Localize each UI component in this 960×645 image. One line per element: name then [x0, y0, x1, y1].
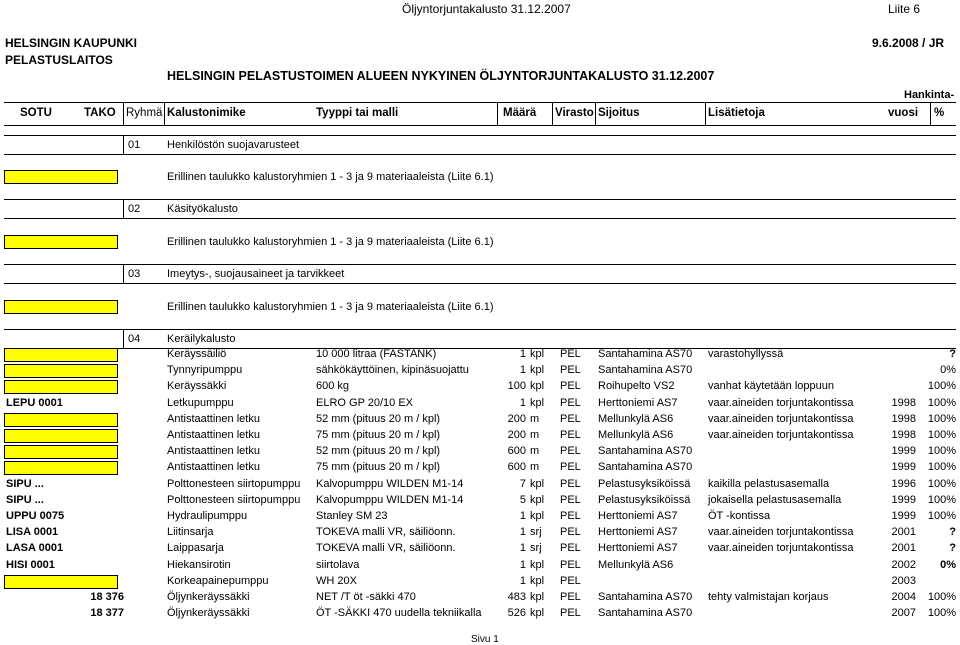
section-name: Keräilykalusto [167, 333, 236, 345]
cell-vuosi: 1998 [891, 397, 916, 409]
cell-vuosi: 2002 [891, 559, 916, 571]
cell-pct: 100% [927, 591, 956, 603]
cell-unit: kpl [530, 380, 545, 392]
cell-nimike: Hiekansirotin [167, 559, 231, 571]
cell-unit: kpl [530, 364, 545, 376]
cell-unit: kpl [530, 478, 545, 490]
cell-sijoitus: Santahamina AS70 [598, 348, 693, 360]
cell-unit: kpl [530, 397, 545, 409]
cell-qty: 100 [507, 380, 526, 392]
cell-tyyppi: siirtolava [316, 559, 360, 571]
cell-tyyppi: ELRO GP 20/10 EX [316, 397, 414, 409]
cell-qty: 600 [507, 445, 526, 457]
cell-nimike: Liitinsarja [167, 526, 214, 538]
cell-pct: 100% [927, 461, 956, 473]
cell-qty: 1 [519, 364, 526, 376]
table-row [4, 363, 956, 379]
table-row [4, 606, 956, 622]
cell-sotu: HISI 0001 [6, 559, 55, 571]
section-row [4, 135, 956, 155]
cell-vuosi: 2003 [891, 575, 916, 587]
table-row [4, 493, 956, 509]
cell-virasto: PEL [560, 607, 581, 619]
page-title: HELSINGIN PELASTUSTOIMEN ALUEEN NYKYINEN ÖLJYNTORJUNTAKALUSTO 31.12.2007 [167, 69, 715, 83]
report-date: 9.6.2008 / JR [872, 36, 945, 50]
cell-unit: srj [530, 542, 542, 554]
table-row [4, 412, 956, 428]
cell-vuosi: 2001 [891, 542, 916, 554]
org-dept: PELASTUSLAITOS [5, 53, 113, 67]
col-tyyppi: Tyyppi tai malli [316, 107, 399, 119]
col-ryhma: Ryhmä [126, 107, 163, 119]
cell-pct: ? [949, 542, 956, 554]
cell-nimike: Tynnyripumppu [167, 364, 243, 376]
cell-unit: kpl [530, 559, 545, 571]
cell-tyyppi: 75 mm (pituus 20 m / kpl) [316, 429, 441, 441]
cell-nimike: Öljynkeräyssäkki [167, 591, 250, 603]
highlight-cell [4, 445, 118, 459]
cell-lisa: vaar.aineiden torjuntakontissa [708, 542, 854, 554]
page-header-center: Öljyntorjuntakalusto 31.12.2007 [402, 2, 571, 16]
cell-sotu: SIPU ... [6, 494, 44, 506]
cell-unit: kpl [530, 607, 545, 619]
table-row [4, 558, 956, 574]
table-row [4, 590, 956, 606]
col-sijoitus: Sijoitus [598, 107, 640, 119]
section-name: Imeytys-, suojausaineet ja tarvikkeet [167, 268, 345, 280]
cell-qty: 526 [507, 607, 526, 619]
cell-lisa: tehty valmistajan korjaus [708, 591, 829, 603]
cell-qty: 1 [519, 510, 526, 522]
cell-nimike: Keräyssäiliö [167, 348, 227, 360]
cell-vuosi: 2004 [891, 591, 916, 603]
cell-vuosi: 1999 [891, 445, 916, 457]
table-row [4, 396, 956, 412]
table-row [4, 347, 956, 363]
cell-lisa: kaikilla pelastusasemalla [708, 478, 830, 490]
cell-tyyppi: 75 mm (pituus 20 m / kpl) [316, 461, 441, 473]
cell-pct: 100% [927, 478, 956, 490]
cell-nimike: Antistaattinen letku [167, 429, 260, 441]
cell-sotu: LASA 0001 [6, 542, 64, 554]
highlight-cell [4, 348, 118, 362]
cell-nimike: Polttonesteen siirtopumppu [167, 494, 301, 506]
cell-tyyppi: 600 kg [316, 380, 350, 392]
col-vuosi: vuosi [888, 107, 919, 119]
cell-sijoitus: Mellunkylä AS6 [598, 559, 674, 571]
cell-sijoitus: Herttoniemi AS7 [598, 510, 678, 522]
col-virasto: Virasto [555, 107, 594, 119]
cell-sotu: UPPU 0075 [6, 510, 65, 522]
cell-sijoitus: Herttoniemi AS7 [598, 397, 678, 409]
cell-vuosi: 1998 [891, 429, 916, 441]
hankinta-label: Hankinta- [904, 89, 955, 101]
cell-sijoitus: Santahamina AS70 [598, 591, 693, 603]
cell-sijoitus: Santahamina AS70 [598, 364, 693, 376]
cell-virasto: PEL [560, 380, 581, 392]
cell-virasto: PEL [560, 397, 581, 409]
cell-unit: srj [530, 526, 542, 538]
cell-tyyppi: 52 mm (pituus 20 m / kpl) [316, 445, 441, 457]
cell-unit: m [530, 413, 540, 425]
cell-vuosi: 1999 [891, 510, 916, 522]
cell-sijoitus: Roihupelto VS2 [598, 380, 675, 392]
cell-virasto: PEL [560, 364, 581, 376]
cell-tyyppi: 52 mm (pituus 20 m / kpl) [316, 413, 441, 425]
cell-nimike: Antistaattinen letku [167, 413, 260, 425]
cell-sijoitus: Pelastusyksiköissä [598, 478, 691, 490]
col-maara: Määrä [503, 107, 537, 119]
cell-sijoitus: Mellunkylä AS6 [598, 429, 674, 441]
cell-virasto: PEL [560, 429, 581, 441]
table-row [4, 509, 956, 525]
cell-qty: 1 [519, 348, 526, 360]
cell-tako: 18 377 [90, 607, 124, 619]
cell-lisa: vaar.aineiden torjuntakontissa [708, 429, 854, 441]
section-number: 02 [128, 203, 141, 215]
cell-lisa: vaar.aineiden torjuntakontissa [708, 413, 854, 425]
cell-virasto: PEL [560, 494, 581, 506]
table-row [4, 525, 956, 541]
cell-qty: 7 [519, 478, 526, 490]
col-sotu: SOTU [20, 107, 52, 119]
cell-sijoitus: Pelastusyksiköissä [598, 494, 691, 506]
cell-qty: 600 [507, 461, 526, 473]
col-tako: TAKO [84, 107, 116, 119]
cell-qty: 1 [519, 575, 526, 587]
section-number: 01 [128, 139, 141, 151]
cell-unit: m [530, 429, 540, 441]
cell-nimike: Hydraulipumppu [167, 510, 248, 522]
cell-tyyppi: TOKEVA malli VR, säiliöonn. [316, 526, 456, 538]
cell-virasto: PEL [560, 591, 581, 603]
highlight-cell [4, 300, 118, 314]
table-row [4, 379, 956, 395]
cell-qty: 1 [519, 542, 526, 554]
cell-nimike: Öljynkeräyssäkki [167, 607, 250, 619]
highlight-cell [4, 429, 118, 443]
cell-qty: 1 [519, 526, 526, 538]
section-row [4, 329, 956, 349]
cell-sijoitus: Santahamina AS70 [598, 607, 693, 619]
cell-vuosi: 1999 [891, 494, 916, 506]
cell-sijoitus: Herttoniemi AS7 [598, 526, 678, 538]
cell-pct: 100% [927, 397, 956, 409]
table-row [4, 428, 956, 444]
cell-pct: 100% [927, 510, 956, 522]
cell-lisa: jokaisella pelastusasemalla [708, 494, 842, 506]
cell-unit: kpl [530, 591, 545, 603]
cell-sijoitus: Herttoniemi AS7 [598, 542, 678, 554]
page-header-right: Liite 6 [888, 2, 921, 16]
cell-pct: 0% [940, 364, 956, 376]
section-name: Henkilöstön suojavarusteet [167, 139, 300, 151]
column-header-row [4, 102, 956, 126]
cell-virasto: PEL [560, 510, 581, 522]
cell-tyyppi: NET /T öt -säkki 470 [316, 591, 416, 603]
cell-sotu: SIPU ... [6, 478, 44, 490]
section-name: Käsityökalusto [167, 203, 238, 215]
cell-nimike: Polttonesteen siirtopumppu [167, 478, 301, 490]
cell-nimike: Korkeapainepumppu [167, 575, 269, 587]
section-row [4, 199, 956, 219]
cell-virasto: PEL [560, 461, 581, 473]
cell-pct: ? [949, 348, 956, 360]
cell-nimike: Keräyssäkki [167, 380, 227, 392]
table-row [4, 444, 956, 460]
cell-pct: ? [949, 526, 956, 538]
cell-virasto: PEL [560, 575, 581, 587]
cell-pct: 100% [927, 413, 956, 425]
cell-tyyppi: WH 20X [316, 575, 357, 587]
highlight-cell [4, 575, 118, 589]
cell-nimike: Laippasarja [167, 542, 224, 554]
cell-sijoitus: Santahamina AS70 [598, 461, 693, 473]
cell-virasto: PEL [560, 348, 581, 360]
cell-vuosi: 2007 [891, 607, 916, 619]
highlight-cell [4, 170, 118, 184]
table-row [4, 574, 956, 590]
cell-vuosi: 1996 [891, 478, 916, 490]
cell-pct: 100% [927, 494, 956, 506]
cell-sotu: LISA 0001 [6, 526, 59, 538]
highlight-cell [4, 364, 118, 378]
cell-qty: 483 [507, 591, 526, 603]
cell-qty: 5 [519, 494, 526, 506]
cell-unit: m [530, 445, 540, 457]
cell-sijoitus: Santahamina AS70 [598, 445, 693, 457]
cell-virasto: PEL [560, 559, 581, 571]
cell-virasto: PEL [560, 478, 581, 490]
cell-qty: 200 [507, 429, 526, 441]
cell-pct: 100% [927, 607, 956, 619]
cell-sotu: LEPU 0001 [6, 397, 63, 409]
cell-vuosi: 1998 [891, 413, 916, 425]
cell-pct: 100% [927, 380, 956, 392]
cell-unit: kpl [530, 494, 545, 506]
table-row [4, 541, 956, 557]
cell-tyyppi: Kalvopumppu WILDEN M1-14 [316, 478, 464, 490]
highlight-cell [4, 235, 118, 249]
cell-lisa: varastohyllyssä [708, 348, 784, 360]
table-row [4, 477, 956, 493]
cell-vuosi: 1999 [891, 461, 916, 473]
cell-virasto: PEL [560, 413, 581, 425]
cell-nimike: Antistaattinen letku [167, 461, 260, 473]
cell-tyyppi: Stanley SM 23 [316, 510, 388, 522]
cell-virasto: PEL [560, 542, 581, 554]
cell-nimike: Antistaattinen letku [167, 445, 260, 457]
col-lisatietoja: Lisätietoja [708, 107, 765, 119]
cell-tyyppi: ÖT -SÄKKI 470 uudella tekniikalla [316, 607, 482, 619]
highlight-cell [4, 413, 118, 427]
highlight-cell [4, 380, 118, 394]
cell-vuosi: 2001 [891, 526, 916, 538]
cell-unit: kpl [530, 510, 545, 522]
cell-unit: m [530, 461, 540, 473]
section-note: Erillinen taulukko kalustoryhmien 1 - 3 ja 9 materiaaleista (Liite 6.1) [167, 171, 494, 183]
cell-virasto: PEL [560, 445, 581, 457]
section-number: 04 [128, 333, 141, 345]
cell-tyyppi: 10 000 litraa (FASTANK) [316, 348, 437, 360]
cell-tyyppi: sähkökäyttöinen, kipinäsuojattu [316, 364, 469, 376]
col-pct: % [934, 107, 945, 119]
cell-tyyppi: Kalvopumppu WILDEN M1-14 [316, 494, 464, 506]
cell-lisa: vaar.aineiden torjuntakontissa [708, 526, 854, 538]
cell-sijoitus: Mellunkylä AS6 [598, 413, 674, 425]
org-name: HELSINGIN KAUPUNKI [5, 36, 138, 50]
cell-lisa: ÖT -kontissa [708, 510, 771, 522]
table-row [4, 460, 956, 476]
cell-unit: kpl [530, 348, 545, 360]
section-note: Erillinen taulukko kalustoryhmien 1 - 3 ja 9 materiaaleista (Liite 6.1) [167, 236, 494, 248]
cell-unit: kpl [530, 575, 545, 587]
cell-nimike: Letkupumppu [167, 397, 234, 409]
page-footer: Sivu 1 [471, 634, 499, 645]
section-row [4, 264, 956, 284]
section-number: 03 [128, 268, 141, 280]
cell-qty: 1 [519, 559, 526, 571]
cell-virasto: PEL [560, 526, 581, 538]
highlight-cell [4, 461, 118, 475]
cell-qty: 200 [507, 413, 526, 425]
col-kalustonimike: Kalustonimike [167, 107, 246, 119]
cell-tyyppi: TOKEVA malli VR, säiliöonn. [316, 542, 456, 554]
cell-pct: 100% [927, 429, 956, 441]
cell-pct: 100% [927, 445, 956, 457]
cell-tako: 18 376 [90, 591, 124, 603]
cell-lisa: vaar.aineiden torjuntakontissa [708, 397, 854, 409]
cell-pct: 0% [940, 559, 956, 571]
cell-qty: 1 [519, 397, 526, 409]
cell-lisa: vanhat käytetään loppuun [708, 380, 834, 392]
section-note: Erillinen taulukko kalustoryhmien 1 - 3 ja 9 materiaaleista (Liite 6.1) [167, 301, 494, 313]
